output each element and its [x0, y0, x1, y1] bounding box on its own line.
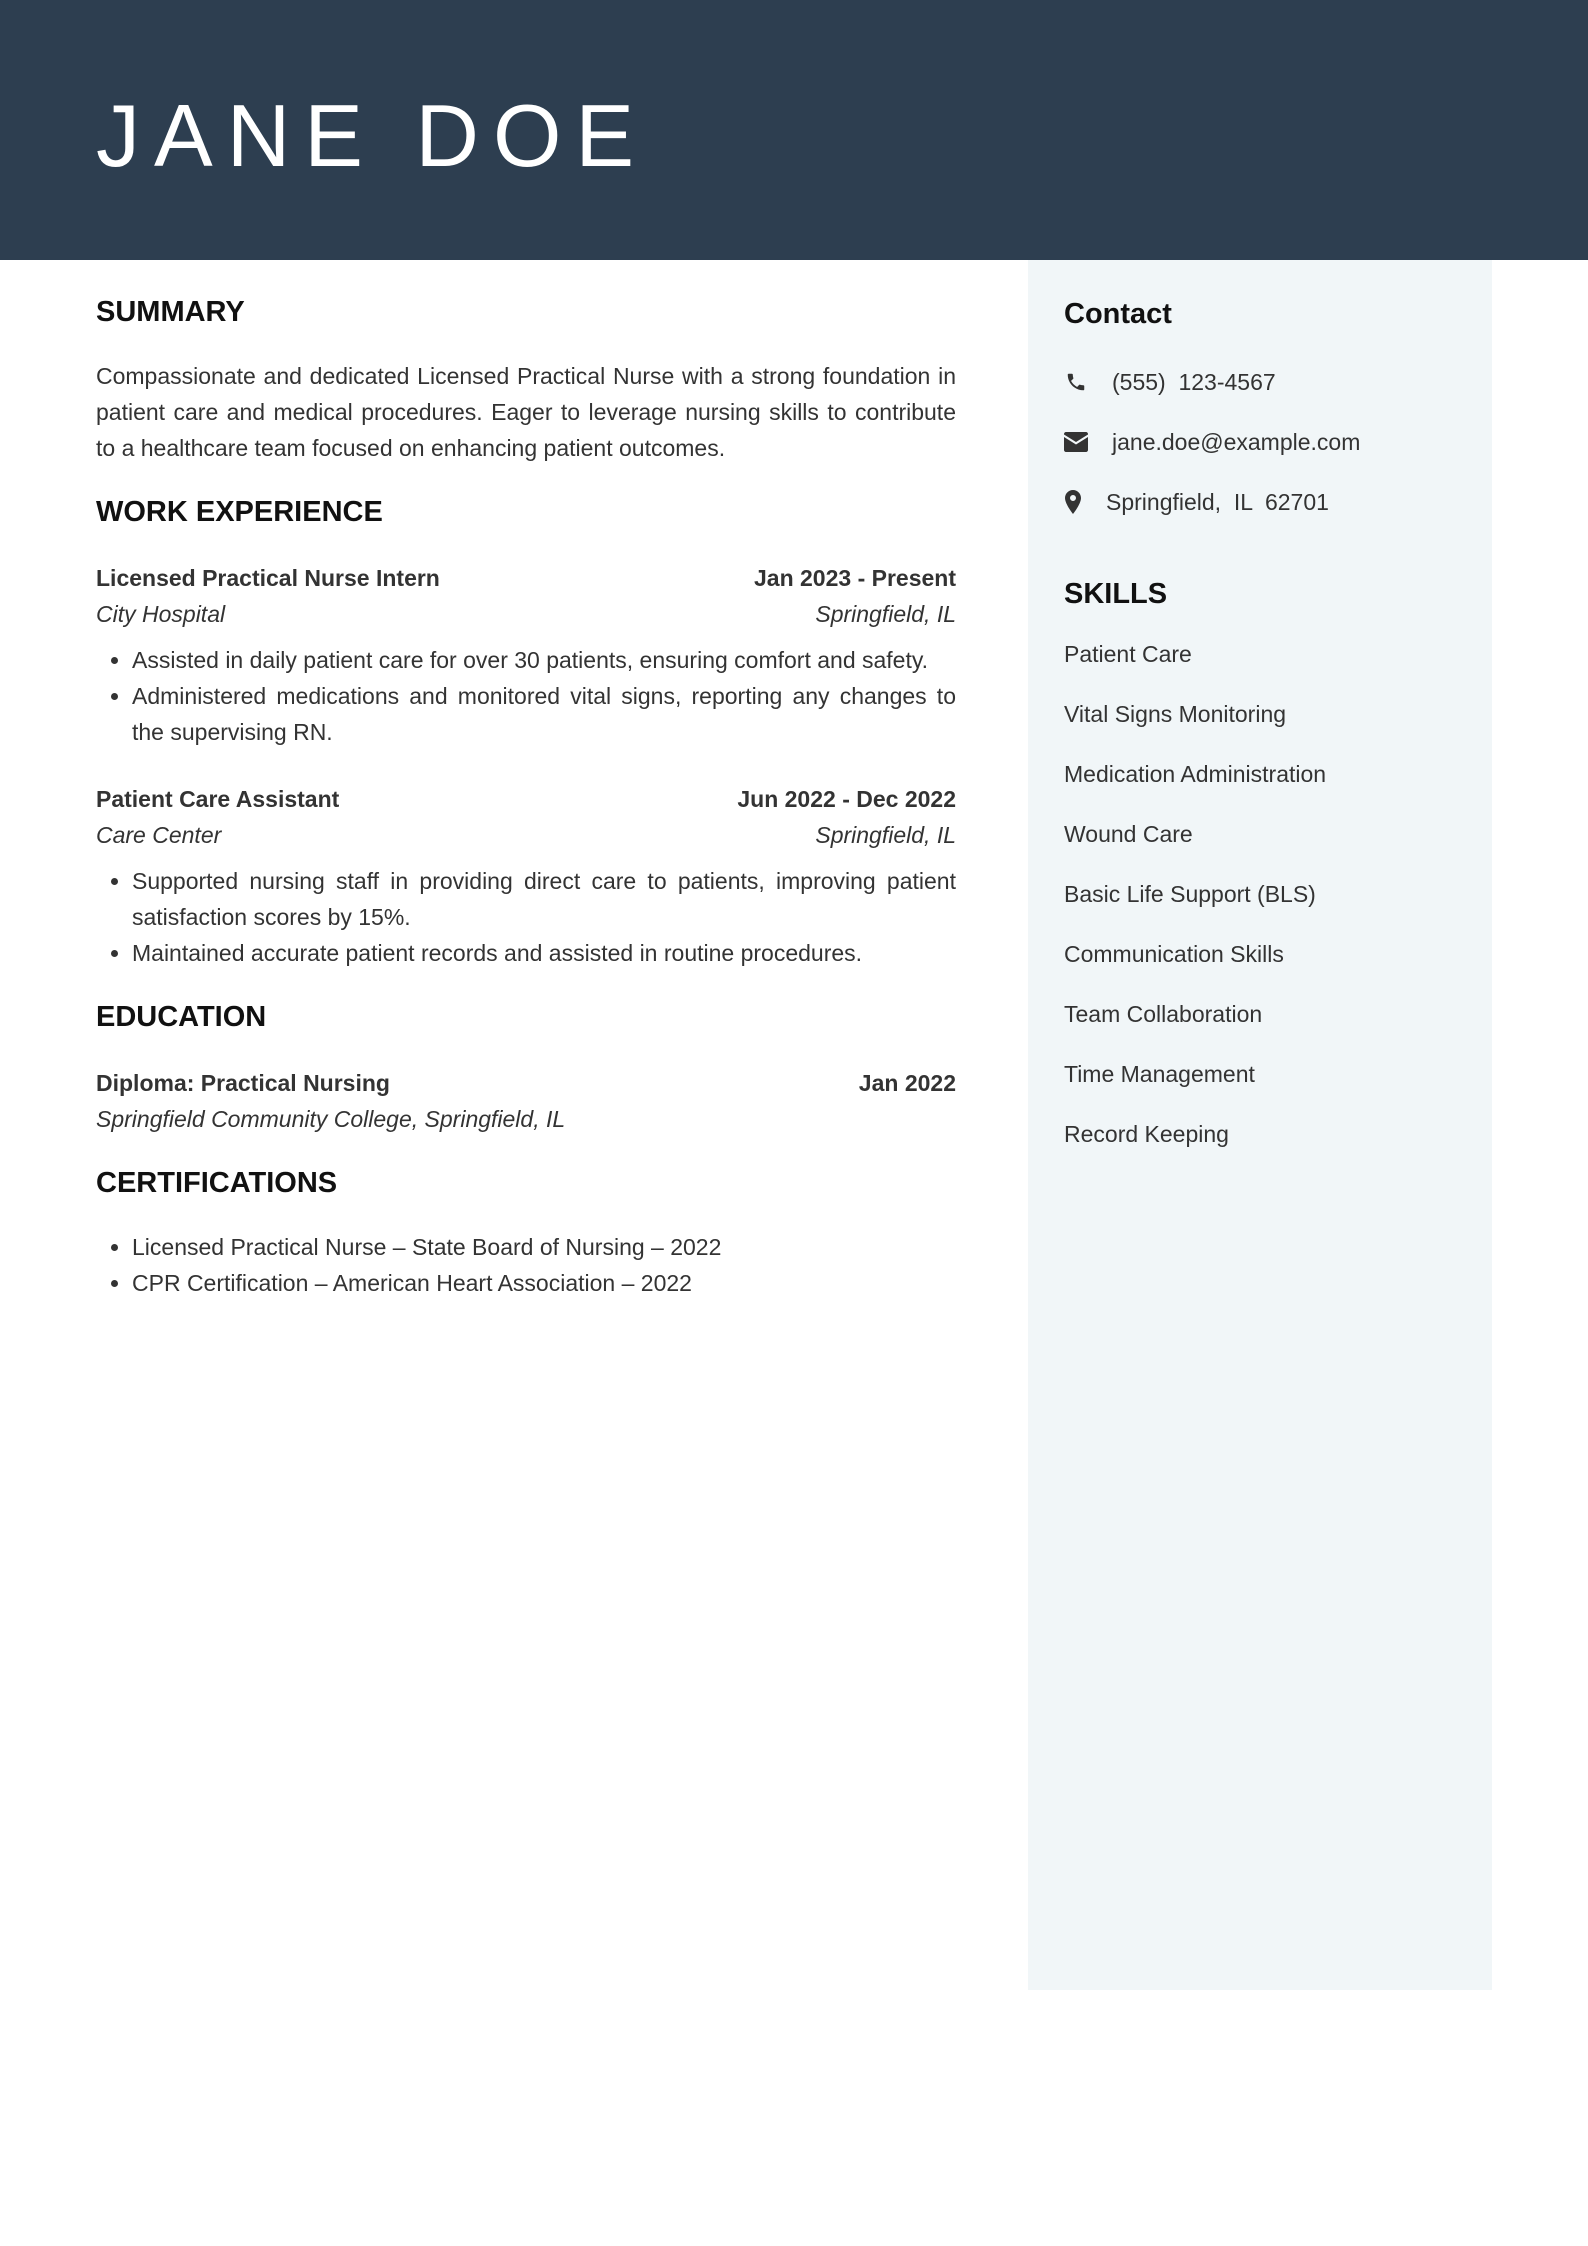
education-degree: Diploma: Practical Nursing	[96, 1070, 390, 1096]
job-bullets	[96, 863, 956, 971]
certifications-heading: CERTIFICATIONS	[96, 1167, 338, 1199]
certifications-list	[96, 1229, 956, 1301]
skill-item: Team Collaboration	[1064, 1001, 1263, 1027]
job-bullet: • Supported nursing staff in providing direct care to patients, improving patient satisfaction scores by 15%.	[132, 863, 956, 935]
job-bullet: • Maintained accurate patient records and assisted in routine procedures.	[132, 935, 956, 971]
job-organization: City Hospital	[96, 601, 226, 627]
contact-phone	[1064, 364, 1360, 400]
job-entry	[96, 560, 956, 750]
skill-item: Medication Administration	[1064, 761, 1327, 787]
job-title: Patient Care Assistant	[96, 786, 340, 812]
envelope-icon	[1064, 430, 1088, 454]
summary-section	[96, 292, 956, 466]
job-bullet: • Assisted in daily patient care for over 30 patients, ensuring comfort and safety.	[132, 642, 956, 678]
job-bullets	[96, 642, 956, 750]
job-title: Licensed Practical Nurse Intern	[96, 565, 440, 591]
main-column	[96, 292, 956, 1301]
certifications-section	[96, 1163, 956, 1301]
sidebar	[1028, 260, 1492, 1990]
job-location: Springfield, IL	[815, 822, 956, 848]
phone-icon	[1064, 370, 1088, 394]
skill-item: Basic Life Support (BLS)	[1064, 881, 1316, 907]
contact-heading: Contact	[1064, 298, 1172, 330]
job-location: Springfield, IL	[815, 601, 956, 627]
job-bullet: • Administered medications and monitored vital signs, reporting any changes to the supervising RN.	[132, 678, 956, 750]
skills-heading: SKILLS	[1064, 578, 1168, 610]
skill-item: Record Keeping	[1064, 1121, 1229, 1147]
summary-heading: SUMMARY	[96, 296, 245, 328]
education-school: Springfield Community College, Springfield, IL	[96, 1106, 566, 1132]
education-section	[96, 997, 956, 1137]
contact-location-text: Springfield, IL 62701	[1106, 489, 1329, 515]
job-entry	[96, 781, 956, 971]
contact-email-text: jane.doe@example.com	[1112, 429, 1361, 455]
skill-item: Vital Signs Monitoring	[1064, 701, 1287, 727]
work-experience-section	[96, 492, 956, 971]
skill-item: Patient Care	[1064, 641, 1192, 667]
certification-item: • CPR Certification – American Heart Association – 2022	[132, 1265, 956, 1301]
skill-item: Wound Care	[1064, 821, 1193, 847]
skill-item: Communication Skills	[1064, 941, 1284, 967]
skills-list	[1064, 636, 1360, 1152]
skill-item: Time Management	[1064, 1061, 1255, 1087]
education-date: Jan 2022	[858, 1070, 956, 1096]
summary-text: Compassionate and dedicated Licensed Practical Nurse with a strong foundation in patient care and medical procedures. Eager to leverage nursing skills to contribute to a healthcare team focused on enhancing patient outcomes.	[96, 363, 956, 461]
candidate-name: JANE DOE	[96, 86, 649, 185]
job-dates: Jan 2023 - Present	[753, 565, 956, 591]
contact-email	[1064, 424, 1360, 460]
work-experience-heading: WORK EXPERIENCE	[96, 496, 383, 528]
contact-location	[1064, 484, 1360, 520]
job-organization: Care Center	[96, 822, 222, 848]
education-heading: EDUCATION	[96, 1001, 267, 1033]
map-marker-icon	[1064, 490, 1082, 514]
contact-phone-text: (555) 123-4567	[1112, 369, 1276, 395]
header-banner	[0, 0, 1588, 260]
job-dates: Jun 2022 - Dec 2022	[737, 786, 956, 812]
certification-item: • Licensed Practical Nurse – State Board of Nursing – 2022	[132, 1229, 956, 1265]
